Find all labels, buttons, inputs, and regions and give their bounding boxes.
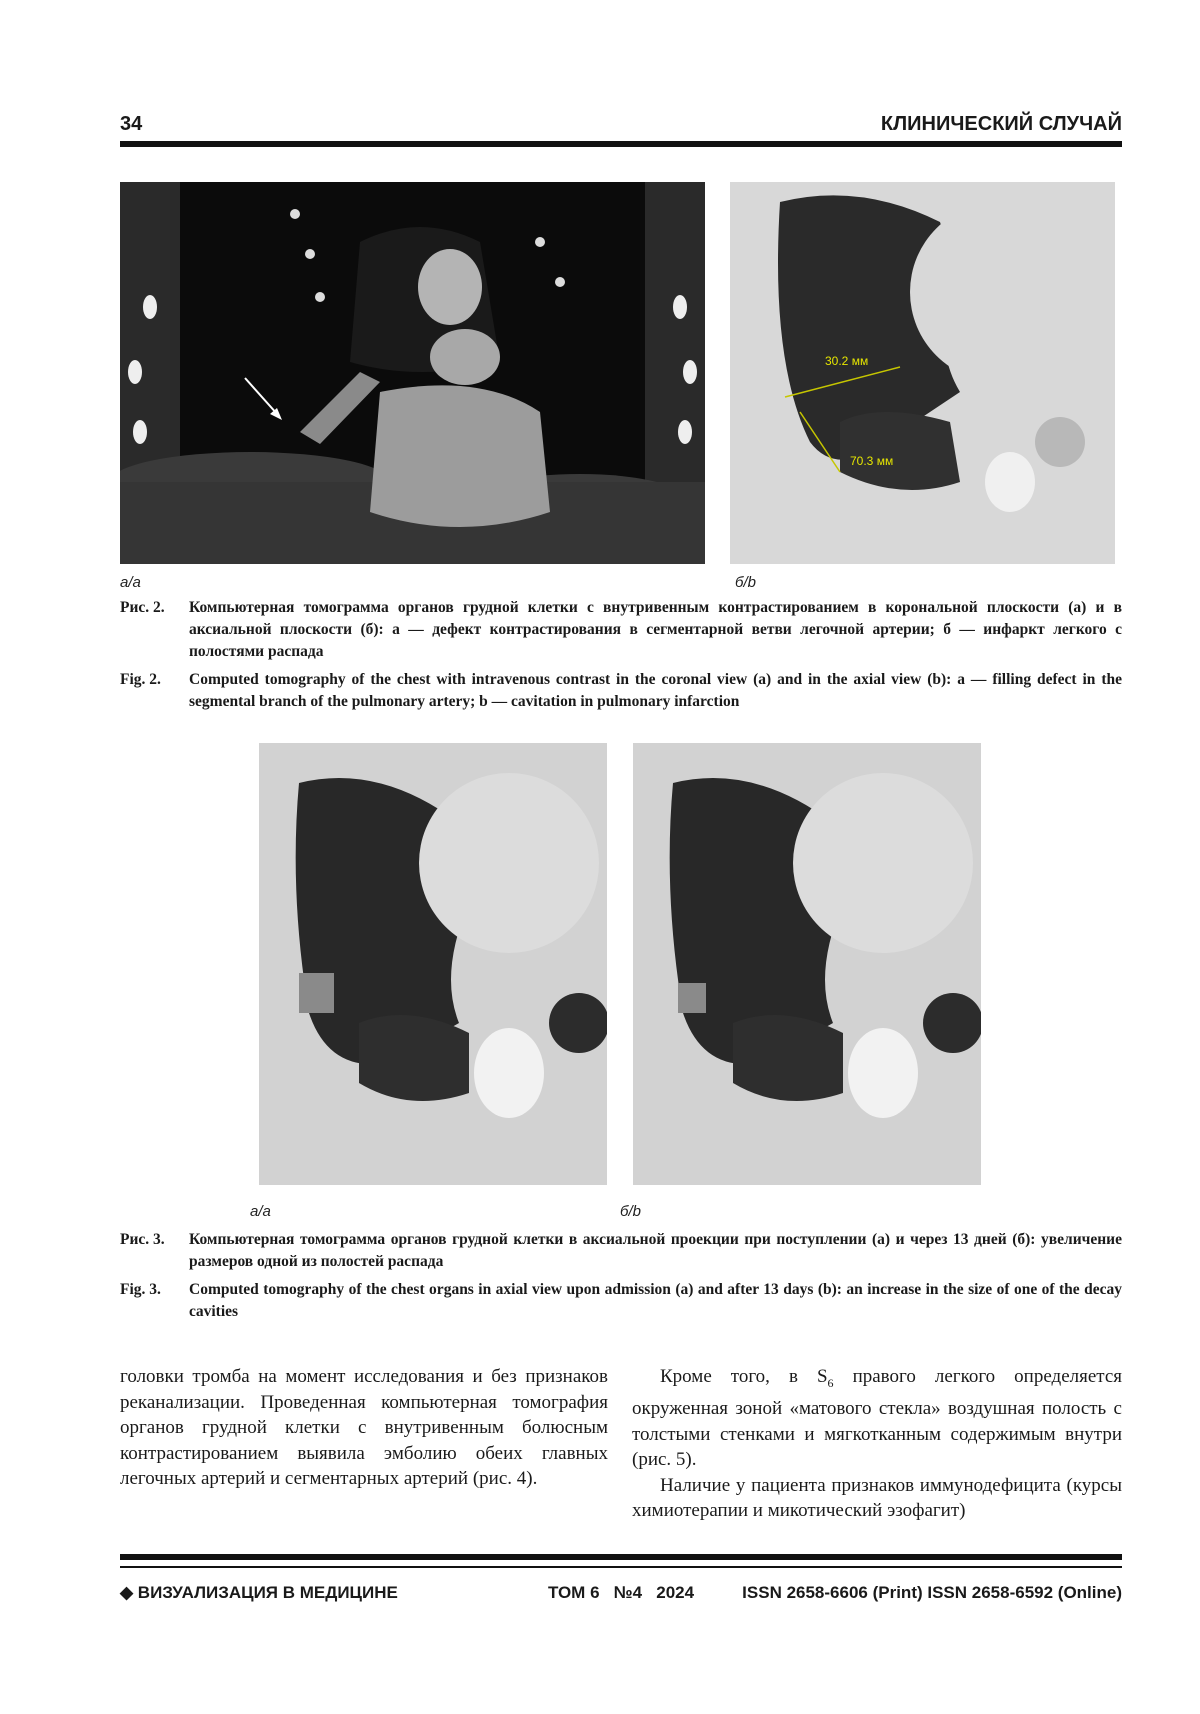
figure2-label-b: б/b bbox=[735, 574, 756, 591]
text: правого легкого определяется окруженная зоной «матового стекла» воздушная полость с толстыми стенками и мягкотканным содержимым внутри (рис. 5). bbox=[632, 1366, 1122, 1471]
subscript: 6 bbox=[827, 1375, 834, 1390]
ct-axial-followup-image bbox=[633, 743, 981, 1185]
issn: ISSN 2658-6606 (Print) ISSN 2658-6592 (Online) bbox=[742, 1583, 1122, 1602]
page-number: 34 bbox=[120, 113, 143, 135]
ct-coronal-image bbox=[120, 182, 705, 564]
paragraph bbox=[632, 1364, 1122, 1473]
caption-text: Компьютерная томограмма органов грудной клетки с внутривенным контрастированием в корональной плоскости (а) и в аксиальной плоскости (б): а — дефект контрастирования в сегментарной ветви легочной артерии; б — инфаркт легкого с полостями распада bbox=[189, 599, 1122, 660]
figure2-caption-ru bbox=[120, 597, 1122, 663]
figure3-caption-ru bbox=[120, 1229, 1122, 1273]
ct-axial-admission-image bbox=[259, 743, 607, 1185]
measurement-label-1: 30.2 мм bbox=[825, 354, 869, 368]
journal-name bbox=[120, 1583, 398, 1603]
measurement-label-2: 70.3 мм bbox=[850, 454, 894, 468]
ct-axial-measured-image bbox=[730, 182, 1115, 564]
diamond-icon: ◆ bbox=[120, 1583, 138, 1602]
caption-key: Fig. 2. bbox=[120, 671, 161, 688]
figure3-caption-en bbox=[120, 1279, 1122, 1323]
volume-issue: ТОМ 6 №4 2024 bbox=[548, 1583, 695, 1602]
paragraph: головки тромба на момент исследования и без признаков реканализации. Проведенная компьютерная томография органов грудной клетки с внутривенным болюсным контрастированием выявила эмболию обеих главных легочных артерий и сегментарных артерий (рис. 4). bbox=[120, 1366, 608, 1489]
figure2-label-a: а/a bbox=[120, 574, 141, 591]
footer-rule-thick bbox=[120, 1554, 1122, 1560]
caption-key: Fig. 3. bbox=[120, 1281, 161, 1298]
footer-rule-thin bbox=[120, 1566, 1122, 1568]
body-left-column bbox=[120, 1364, 608, 1492]
body-right-column bbox=[632, 1364, 1122, 1524]
caption-text: Computed tomography of the chest organs in axial view upon admission (a) and after 13 days (b): an increase in the size of one of the decay cavities bbox=[189, 1281, 1122, 1320]
figure2-caption-en bbox=[120, 669, 1122, 713]
figure3-label-b: б/b bbox=[620, 1203, 641, 1220]
journal-title: ВИЗУАЛИЗАЦИЯ В МЕДИЦИНЕ bbox=[137, 1583, 398, 1602]
text: Кроме того, в S bbox=[660, 1366, 828, 1387]
paragraph: Наличие у пациента признаков иммунодефицита (курсы химиотерапии и микотический эзофагит) bbox=[632, 1474, 1122, 1522]
caption-key: Рис. 3. bbox=[120, 1231, 165, 1248]
header-rule bbox=[120, 141, 1122, 147]
caption-key: Рис. 2. bbox=[120, 599, 165, 616]
section-title: КЛИНИЧЕСКИЙ СЛУЧАЙ bbox=[880, 113, 1122, 135]
figure3-label-a: а/a bbox=[250, 1203, 271, 1220]
caption-text: Computed tomography of the chest with intravenous contrast in the coronal view (a) and in the axial view (b): a — filling defect in the segmental branch of the pulmonary artery; b — cavitation in pulmonary infarction bbox=[189, 671, 1122, 710]
caption-text: Компьютерная томограмма органов грудной клетки в аксиальной проекции при поступлении (а) и через 13 дней (б): увеличение размеров одной из полостей распада bbox=[189, 1231, 1122, 1270]
